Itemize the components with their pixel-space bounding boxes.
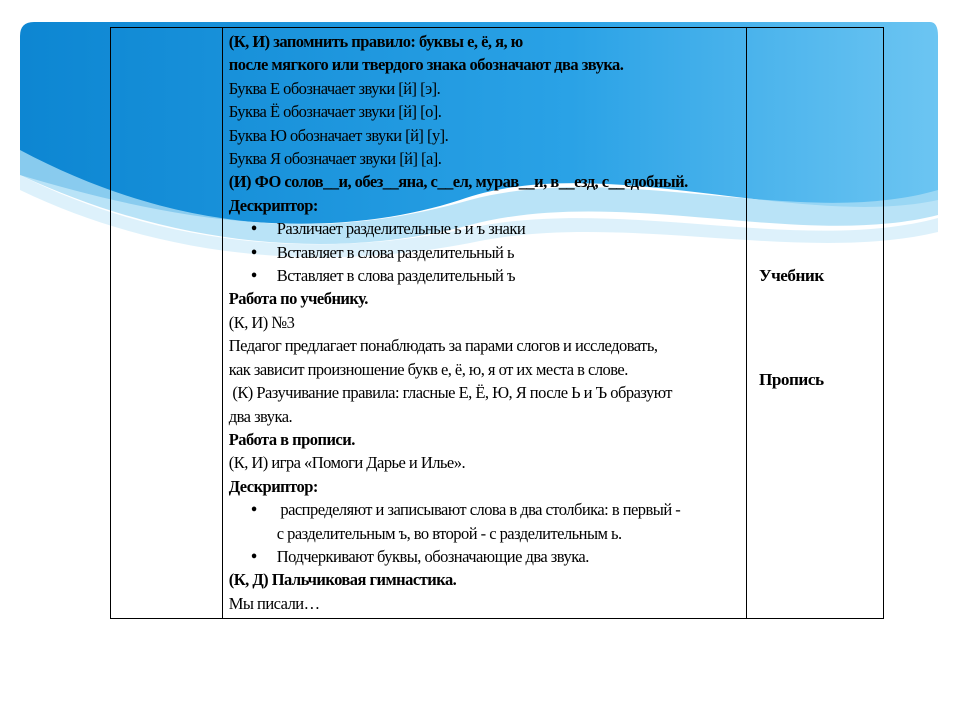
rule-title-continuation: после мягкого или твердого знака обозначают два звука. bbox=[228, 55, 624, 75]
textbook-work-heading: Работа по учебнику. bbox=[228, 289, 368, 309]
lesson-content-cell bbox=[223, 28, 747, 619]
list-item: ● Вставляет в слова разделительный ъ bbox=[229, 264, 721, 287]
list-item: ● Подчеркивают буквы, обозначающие два звука. bbox=[229, 545, 721, 568]
list-item: ● Различает разделительные ь и ъ знаки bbox=[229, 217, 721, 240]
descriptor-list-2 bbox=[229, 498, 721, 568]
task-number: (К, И) №3 bbox=[228, 312, 295, 332]
teacher-text-line-1: Педагог предлагает понаблюдать за парами слогов и исследовать, bbox=[228, 336, 658, 356]
poem-start: Мы писали… bbox=[228, 593, 320, 613]
list-item: ● Вставляет в слова разделительный ь bbox=[229, 241, 721, 264]
game-task: (К, И) игра «Помоги Дарье и Илье». bbox=[228, 453, 466, 473]
list-item-line: с разделительным ъ, во второй - с разделительным ь. bbox=[276, 523, 622, 543]
descriptor-heading: Дескриптор: bbox=[228, 195, 318, 215]
copybook-work-heading: Работа в прописи. bbox=[228, 429, 355, 449]
fo-task: (И) ФО солов__и, обез__яна, с__ел, мурав__и, в__езд, с__едобный. bbox=[228, 172, 688, 192]
resource-textbook: Учебник bbox=[759, 266, 824, 285]
list-item bbox=[229, 498, 721, 545]
resources-cell bbox=[747, 28, 884, 619]
rule-learning-line-1: (К) Разучивание правила: гласные Е, Ё, Ю, Я после Ь и Ъ образуют bbox=[228, 383, 672, 403]
rule-line-ya: Буква Я обозначает звуки [й] [а]. bbox=[228, 149, 442, 169]
list-item-line: распределяют и записывают слова в два столбика: в первый - bbox=[276, 500, 681, 520]
rule-line-e: Буква Е обозначает звуки [й] [э]. bbox=[228, 78, 441, 98]
rule-line-yo: Буква Ё обозначает звуки [й] [о]. bbox=[228, 102, 442, 122]
lesson-plan-table bbox=[110, 27, 884, 619]
gymnastics-heading: (К, Д) Пальчиковая гимнастика. bbox=[228, 570, 457, 590]
resource-copybook: Пропись bbox=[759, 370, 824, 389]
rule-title: (К, И) запомнить правило: буквы е, ё, я, ю bbox=[228, 32, 523, 51]
teacher-text-line-2: как зависит произношение букв е, ё, ю, я от их места в слове. bbox=[228, 359, 628, 379]
rule-line-yu: Буква Ю обозначает звуки [й] [у]. bbox=[228, 125, 449, 145]
rule-learning-line-2: два звука. bbox=[228, 406, 293, 426]
descriptor-heading-2: Дескриптор: bbox=[228, 476, 318, 496]
descriptor-list bbox=[229, 217, 721, 287]
empty-left-cell bbox=[111, 28, 223, 619]
